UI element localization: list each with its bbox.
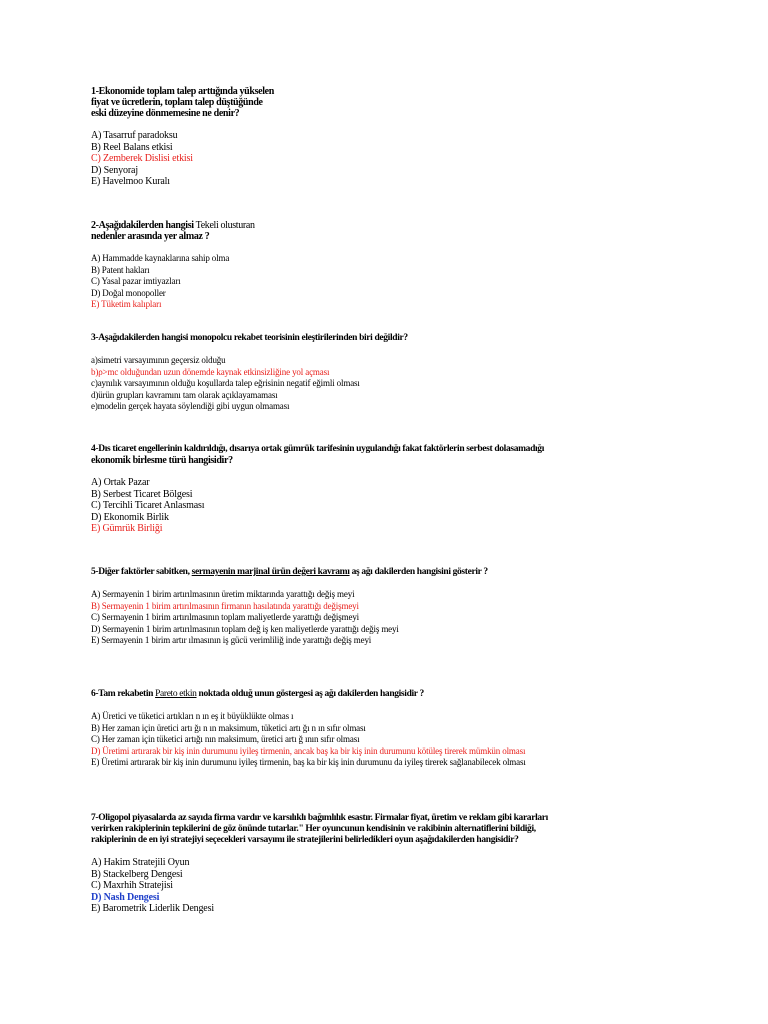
question-text-bold: 6-Tam rekabetin xyxy=(91,689,156,699)
question-text-line: 3-Aşağıdakilerden hangisi monopolcu rekabet teorisinin eleştirilerinden biri değildir? xyxy=(91,333,408,343)
option-b-correct: b)ρ>mc olduğundan uzun dönemde kaynak etkinsizliğine yol açması xyxy=(91,366,330,377)
option-d-correct: D) Nash Dengesi xyxy=(91,891,160,903)
option-a: A) Hammadde kaynaklarına sahip olma xyxy=(91,253,230,263)
question-text-line: rakiplerinin de en iyi stratejiyi seçecekleri varsayımı ile stratejilerini belirledikleri oyun aşağıdakilerden hangisidir? xyxy=(91,835,519,845)
question-text-line: nedenler arasında yer almaz ? xyxy=(91,231,210,242)
option-d: D) Doğal monopoller xyxy=(91,287,166,298)
question-text-bold: aş ağı dakilerden hangisini gösterir ? xyxy=(349,567,488,577)
question-text-line: 4-Dıs ticaret engellerinin kaldırıldığı, dısarıya ortak gümrük tarifesinin uygulandığı fakat faktörlerin serbest dolasamadığı xyxy=(91,444,544,454)
question-text-line: ekonomik birlesme türü hangisidir? xyxy=(91,455,233,466)
option-c: C) Sermayenin 1 birim artırılmasının toplam maliyetlerde yarattığı değişmeyi xyxy=(91,612,360,623)
question-text-line: 7-Oligopol piyasalarda az sayıda firma vardır ve karsılıklı bağımlılık esastır. Firmalar fiyat, üretim ve reklam gibi kararları xyxy=(91,813,548,823)
question-text-bold: 2-Aşağıdakilerden hangisi xyxy=(91,220,194,231)
question-text-plain: Tekeli olusturan xyxy=(193,220,255,231)
question-text-underlined: sermayenin marjinal ürün değeri kavramı xyxy=(191,567,350,577)
question-text-line xyxy=(91,567,691,578)
option-b: B) Serbest Ticaret Bölgesi xyxy=(91,488,193,500)
question-text-bold: noktada olduğ unun göstergesi aş ağı dakilerden hangisidir ? xyxy=(196,689,424,699)
option-c: C) Maxrhih Stratejisi xyxy=(91,880,173,892)
option-a: A) Hakim Stratejili Oyun xyxy=(91,857,190,868)
question-text-line: eski düzeyine dönmemesine ne denir? xyxy=(91,108,240,119)
question-text-underlined: Pareto etkin xyxy=(155,689,197,699)
question-4 xyxy=(91,444,691,535)
option-b: B) Reel Balans etkisi xyxy=(91,141,173,153)
option-b-correct: B) Sermayenin 1 birim artırılmasının firmanın hasılatında yarattığı değişmeyi xyxy=(91,600,359,611)
option-c: c)aynılık varsayımının olduğu koşullarda talep eğrisinin negatif eğimli olması xyxy=(91,378,360,389)
option-a: A) Üretici ve tüketici artıkları n ın eş it büyüklükte olmas ı xyxy=(91,711,294,721)
option-e-correct: E) Tüketim kalıpları xyxy=(91,299,162,310)
option-d: D) Sermayenin 1 birim artırılmasının toplam değ iş ken maliyetlerde yarattığı değiş meyi xyxy=(91,623,399,634)
question-text-line xyxy=(91,220,691,231)
option-a: A) Tasarruf paradoksu xyxy=(91,130,178,141)
option-e-correct: E) Gümrük Birliği xyxy=(91,523,163,535)
option-e: E) Barometrik Liderlik Dengesi xyxy=(91,903,214,915)
question-2 xyxy=(91,220,691,311)
question-3 xyxy=(91,333,691,413)
question-text-line xyxy=(91,689,691,700)
question-text-line: verirken rakiplerinin tepkilerini de göz önünde tutarlar." Her oyuncunun kendisinin ve rakibinin alternatiflerini bildiği, xyxy=(91,824,536,834)
option-d: D) Ekonomik Birlik xyxy=(91,511,169,523)
option-d: D) Senyoraj xyxy=(91,164,138,176)
option-e: E) Sermayenin 1 birim artır ılmasının iş gücü verimliliğ inde yarattığı değiş meyi xyxy=(91,635,372,646)
question-1 xyxy=(91,86,691,188)
option-b: B) Patent hakları xyxy=(91,264,150,275)
question-text-line: fiyat ve ücretlerin, toplam talep düştüğünde xyxy=(91,97,263,108)
question-text-bold: 5-Diğer faktörler sabitken, xyxy=(91,567,192,577)
option-c: C) Yasal pazar imtiyazları xyxy=(91,276,181,287)
option-b: B) Her zaman için üretici artı ğı n ın maksimum, tüketici artı ğı n ın sıfır olması xyxy=(91,722,366,733)
option-e: e)modelin gerçek hayata söylendiği gibi uygun olmaması xyxy=(91,401,290,412)
option-d-correct: D) Üretimi artırarak bir kiş inin durumunu iyileş tirmenin, ancak baş ka bir kiş inin durumunu kötüleş tirerek mümkün olması xyxy=(91,745,526,756)
option-e: E) Havelmoo Kuralı xyxy=(91,176,170,188)
question-5 xyxy=(91,567,691,647)
option-c-correct: C) Zemberek Dislisi etkisi xyxy=(91,153,193,165)
option-a: A) Sermayenin 1 birim artırılmasının üretim miktarında yarattığı değiş meyi xyxy=(91,589,355,599)
question-text-line: 1-Ekonomide toplam talep arttığında yükselen xyxy=(91,86,274,97)
option-e: E) Üretimi artırarak bir kiş inin durumunu iyileş tirmenin, baş ka bir kiş inin durumunu da iyileş tirerek sağlanabilecek olması xyxy=(91,757,526,768)
option-a: A) Ortak Pazar xyxy=(91,477,150,488)
question-6 xyxy=(91,689,691,769)
option-c: C) Tercihli Ticaret Anlasması xyxy=(91,500,205,512)
question-7 xyxy=(91,813,691,915)
option-d: d)ürün grupları kavramını tam olarak açıklayamaması xyxy=(91,389,278,400)
option-b: B) Stackelberg Dengesi xyxy=(91,868,183,880)
option-a: a)simetri varsayımının geçersiz olduğu xyxy=(91,355,226,365)
option-c: C) Her zaman için tüketici artığı nın maksimum, üretici artı ğ ının sıfır olması xyxy=(91,734,360,745)
